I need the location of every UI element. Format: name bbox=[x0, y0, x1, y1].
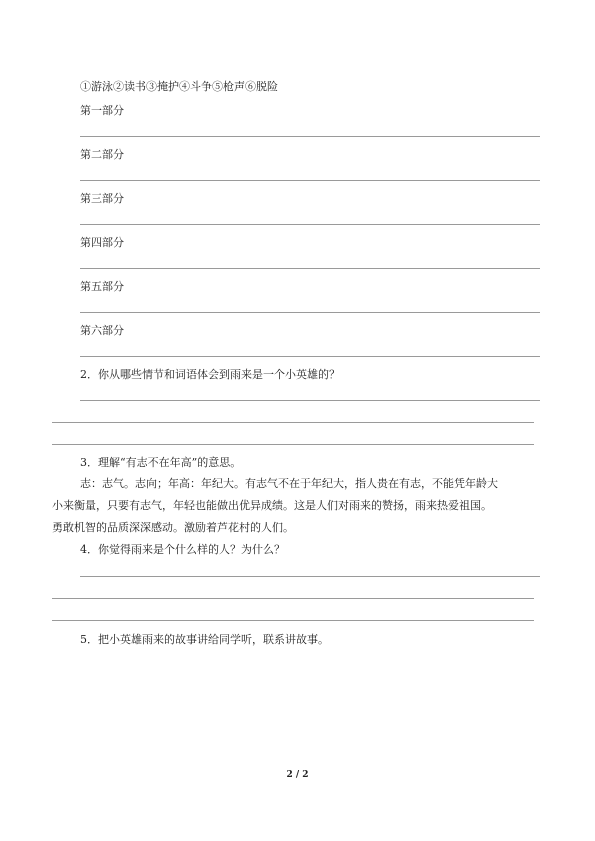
part-label-5: 第五部分 bbox=[80, 280, 124, 293]
vocabulary-list: ①游泳②读书③掩护④斗争⑤枪声⑥脱险 bbox=[80, 80, 278, 93]
answer-paragraph-line-1: 志：志气。志向；年高：年纪大。有志气不在于年纪大，指人贵在有志，不能凭年龄大 bbox=[80, 477, 498, 490]
question-5: 5．把小英雄雨来的故事讲给同学听，联系讲故事。 bbox=[80, 633, 329, 646]
question-3: 3．理解“有志不在年高”的意思。 bbox=[80, 456, 242, 469]
answer-line bbox=[80, 224, 540, 225]
part-label-6: 第六部分 bbox=[80, 324, 124, 337]
part-label-1: 第一部分 bbox=[80, 104, 124, 117]
page-number: 2 / 2 bbox=[286, 770, 309, 780]
answer-line bbox=[52, 620, 534, 621]
answer-line bbox=[80, 180, 540, 181]
part-label-2: 第二部分 bbox=[80, 148, 124, 161]
answer-line bbox=[80, 136, 540, 137]
answer-line bbox=[80, 400, 540, 401]
answer-line bbox=[80, 576, 540, 577]
part-label-3: 第三部分 bbox=[80, 192, 124, 205]
answer-line bbox=[80, 312, 540, 313]
answer-line bbox=[80, 356, 540, 357]
answer-line bbox=[52, 598, 534, 599]
part-label-4: 第四部分 bbox=[80, 236, 124, 249]
answer-line bbox=[80, 268, 540, 269]
question-2: 2．你从哪些情节和词语体会到雨来是一个小英雄的？ bbox=[80, 368, 340, 381]
answer-paragraph-line-2: 小来衡量，只要有志气，年轻也能做出优异成绩。这是人们对雨来的赞扬，雨来热爱祖国。 bbox=[52, 499, 492, 512]
answer-line bbox=[52, 422, 534, 423]
answer-line bbox=[52, 444, 534, 445]
answer-paragraph-line-3: 勇敢机智的品质深深感动。激励着芦花村的人们。 bbox=[52, 521, 294, 534]
question-4: 4．你觉得雨来是个什么样的人？为什么？ bbox=[80, 543, 285, 556]
